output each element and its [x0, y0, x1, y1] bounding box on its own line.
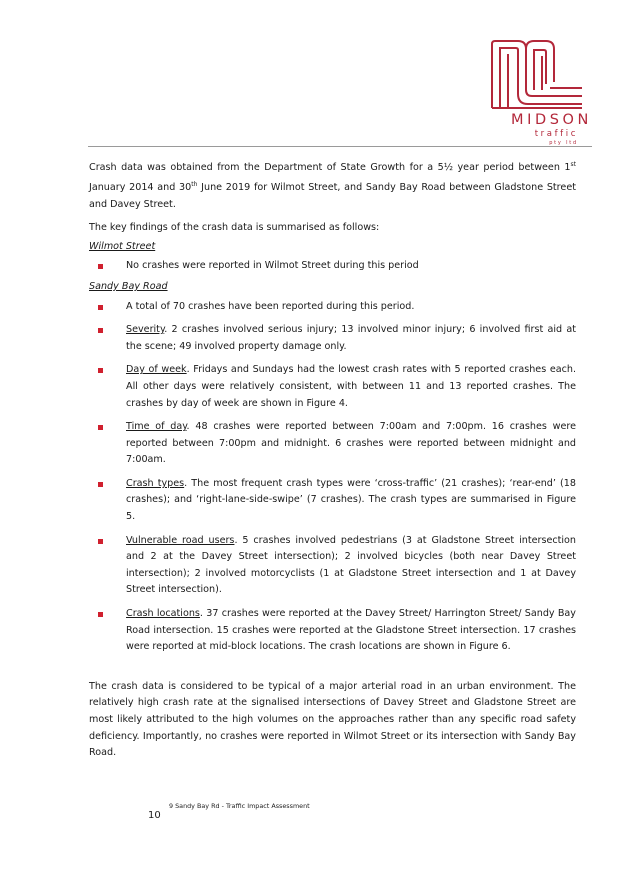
list-item [89, 322, 576, 355]
ordinal-sup: th [191, 180, 198, 188]
intro-text-part: June 2019 for Wilmot Street, and Sandy Bay Road between Gladstone Street and Davey Street. [89, 181, 576, 210]
list-item-text: . 48 crashes were reported between 7:00am and 7:00pm. 16 crashes were reported between 7:00pm and midnight. 6 crashes were reported between midnight and 7:00am. [126, 421, 576, 466]
intro-text-part: January 2014 and 30 [89, 181, 192, 193]
document-body [89, 157, 576, 762]
bullet-icon [98, 328, 103, 333]
list-item-label: Crash locations [126, 608, 200, 620]
list-item [89, 419, 576, 469]
findings-intro: The key findings of the crash data is summarised as follows: [89, 222, 380, 234]
list-item-text: . 37 crashes were reported at the Davey Street/ Harrington Street/ Sandy Bay Road intersection. 15 crashes were reported at the Gladstone Street intersection. 17 crashes were reported at mid-block locations. The crash locations are shown in Figure 6. [126, 608, 576, 653]
sandy-bay-findings-list [89, 299, 576, 656]
page-number: 10 [148, 810, 161, 821]
bullet-icon [98, 539, 103, 544]
list-item [89, 476, 576, 526]
list-item-text: No crashes were reported in Wilmot Street during this period [126, 260, 419, 272]
list-item-text: A total of 70 crashes have been reported during this period. [126, 300, 415, 312]
list-item [89, 606, 576, 656]
list-item-label: Vulnerable road users [126, 534, 235, 546]
list-item-label: Severity [126, 324, 165, 336]
list-item-label: Crash types [126, 477, 185, 489]
ordinal-sup: st [570, 161, 576, 168]
list-item-label: Time of day [126, 421, 187, 433]
list-item [89, 533, 576, 599]
list-item [89, 258, 576, 275]
conclusion-paragraph: The crash data is considered to be typical of a major arterial road in an urban environment. The relatively high crash rate at the signalised intersections of Davey Street and Gladstone Street are most likely attributed to the high volumes on the approaches rather than any specific road safety deficiency. Importantly, no crashes were reported in Wilmot Street or its intersection with Sandy Bay Road. [89, 680, 576, 759]
logo-company-name: MIDSON [510, 112, 592, 128]
list-item [89, 362, 576, 412]
bullet-icon [98, 368, 103, 373]
company-logo [480, 38, 592, 146]
list-item-label: Day of week [126, 364, 187, 376]
header-divider [88, 146, 592, 147]
logo-suffix: pty ltd [549, 140, 578, 146]
bullet-icon [98, 482, 103, 487]
bullet-icon [98, 264, 103, 269]
list-item [89, 299, 576, 316]
list-item-text: . 2 crashes involved serious injury; 13 involved minor injury; 6 involved first aid at the scene; 49 involved property damage only. [126, 324, 576, 352]
wilmot-street-heading: Wilmot Street [89, 240, 156, 252]
midson-logo-mark [488, 38, 584, 110]
wilmot-findings-list [89, 258, 576, 275]
list-item-text: . The most frequent crash types were ‘cross-traffic’ (21 crashes); ‘rear-end’ (18 crashes); and ‘right-lane-side-swipe’ (7 crashes). The crash types are summarised in Figure 5. [126, 477, 576, 523]
intro-paragraph [89, 157, 576, 213]
list-item-text: . 5 crashes involved pedestrians (3 at Gladstone Street intersection and 2 at the Davey Street intersection); 2 involved bicycles (both near Davey Street intersection); 2 involved motorcyclists (1 at Gladstone Street intersection and 1 at Davey Street intersection). [126, 534, 577, 596]
intro-text-part: Crash data was obtained from the Department of State Growth for a 5½ year period between 1 [89, 162, 571, 174]
list-item-text: . Fridays and Sundays had the lowest crash rates with 5 reported crashes each. All other days were relatively consistent, with between 11 and 13 reported crashes. The crashes by day of week are shown in Figure 4. [126, 364, 576, 409]
logo-tagline: traffic [534, 129, 578, 139]
sandy-bay-road-heading: Sandy Bay Road [89, 280, 168, 292]
footer-document-title: 9 Sandy Bay Rd - Traffic Impact Assessment [169, 802, 310, 810]
bullet-icon [98, 305, 103, 310]
bullet-icon [98, 425, 103, 430]
bullet-icon [98, 612, 103, 617]
